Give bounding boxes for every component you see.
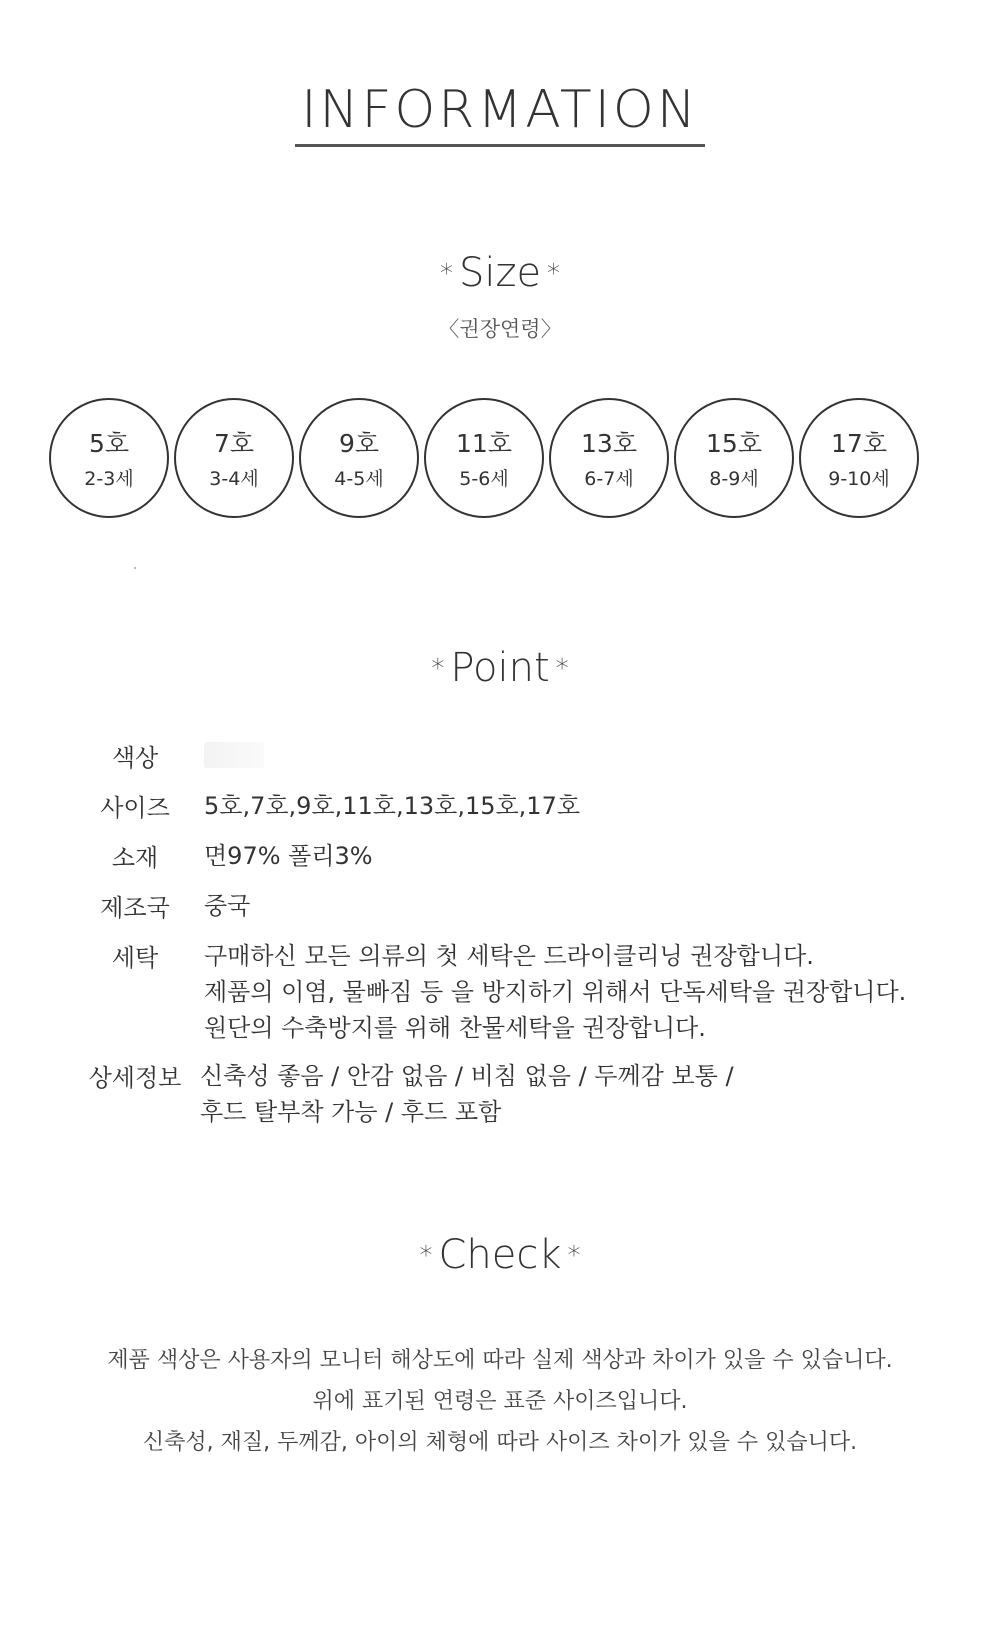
color-swatch bbox=[204, 742, 264, 768]
check-notes bbox=[0, 1340, 1000, 1463]
spec-label: 사이즈 bbox=[100, 794, 170, 822]
spec-label: 세탁 bbox=[111, 944, 159, 972]
size-age: 6-7세 bbox=[584, 468, 634, 490]
recommended-age-subtitle: 〈권장연령〉 bbox=[438, 317, 562, 341]
spec-value: 중국 bbox=[204, 892, 251, 920]
decorative-dot bbox=[134, 567, 136, 569]
size-circle bbox=[424, 398, 544, 518]
spec-value: 면97% 폴리3% bbox=[204, 842, 373, 870]
asterisk-icon: * bbox=[419, 1241, 433, 1271]
spec-label: 색상 bbox=[111, 744, 159, 772]
page-title-wrap bbox=[0, 82, 1000, 147]
size-age: 3-4세 bbox=[209, 468, 259, 490]
size-circle bbox=[299, 398, 419, 518]
check-line: 신축성, 재질, 두께감, 아이의 체형에 따라 사이즈 차이가 있을 수 있습니다. bbox=[142, 1430, 858, 1455]
size-circle bbox=[799, 398, 919, 518]
size-circle bbox=[49, 398, 169, 518]
size-number: 11호 bbox=[456, 429, 512, 458]
size-number: 5호 bbox=[88, 429, 130, 458]
size-circles bbox=[49, 398, 951, 522]
check-line: 위에 표기된 연령은 표준 사이즈입니다. bbox=[312, 1389, 688, 1414]
spec-value bbox=[204, 938, 964, 1046]
spec-label: 소재 bbox=[111, 844, 159, 872]
size-number: 7호 bbox=[213, 429, 255, 458]
size-circle bbox=[674, 398, 794, 518]
size-number: 9호 bbox=[338, 429, 380, 458]
check-line: 제품 색상은 사용자의 모니터 해상도에 따라 실제 색상과 차이가 있을 수 있습니다. bbox=[107, 1348, 893, 1373]
washing-line: 원단의 수축방지를 위해 찬물세탁을 권장합니다. bbox=[204, 1014, 706, 1042]
size-heading bbox=[0, 250, 1000, 296]
spec-label: 상세정보 bbox=[88, 1064, 182, 1092]
point-heading-text: Point bbox=[450, 645, 550, 691]
asterisk-icon: * bbox=[555, 654, 569, 684]
point-heading bbox=[0, 645, 1000, 691]
size-heading-text: Size bbox=[458, 250, 542, 296]
size-age: 2-3세 bbox=[84, 468, 134, 490]
spec-value bbox=[200, 1058, 960, 1130]
asterisk-icon: * bbox=[439, 259, 453, 289]
size-age: 5-6세 bbox=[459, 468, 509, 490]
size-age: 4-5세 bbox=[334, 468, 384, 490]
size-age: 9-10세 bbox=[828, 468, 890, 490]
washing-line: 제품의 이염, 물빠짐 등 을 방지하기 위해서 단독세탁을 권장합니다. bbox=[204, 978, 907, 1006]
asterisk-icon: * bbox=[431, 654, 445, 684]
page-title: INFORMATION bbox=[295, 82, 705, 147]
washing-line: 구매하신 모든 의류의 첫 세탁은 드라이클리닝 권장합니다. bbox=[204, 942, 814, 970]
details-line: 신축성 좋음 / 안감 없음 / 비침 없음 / 두께감 보통 / bbox=[200, 1062, 734, 1090]
spec-value: 5호,7호,9호,11호,13호,15호,17호 bbox=[204, 792, 581, 820]
size-age: 8-9세 bbox=[709, 468, 759, 490]
size-circle bbox=[549, 398, 669, 518]
size-number: 15호 bbox=[706, 429, 762, 458]
details-line: 후드 탈부착 가능 / 후드 포함 bbox=[200, 1098, 502, 1126]
check-heading-text: Check bbox=[438, 1232, 562, 1278]
size-number: 17호 bbox=[831, 429, 887, 458]
spec-label: 제조국 bbox=[100, 894, 170, 922]
size-number: 13호 bbox=[581, 429, 637, 458]
check-heading bbox=[0, 1232, 1000, 1278]
asterisk-icon: * bbox=[567, 1241, 581, 1271]
asterisk-icon: * bbox=[547, 259, 561, 289]
size-circle bbox=[174, 398, 294, 518]
